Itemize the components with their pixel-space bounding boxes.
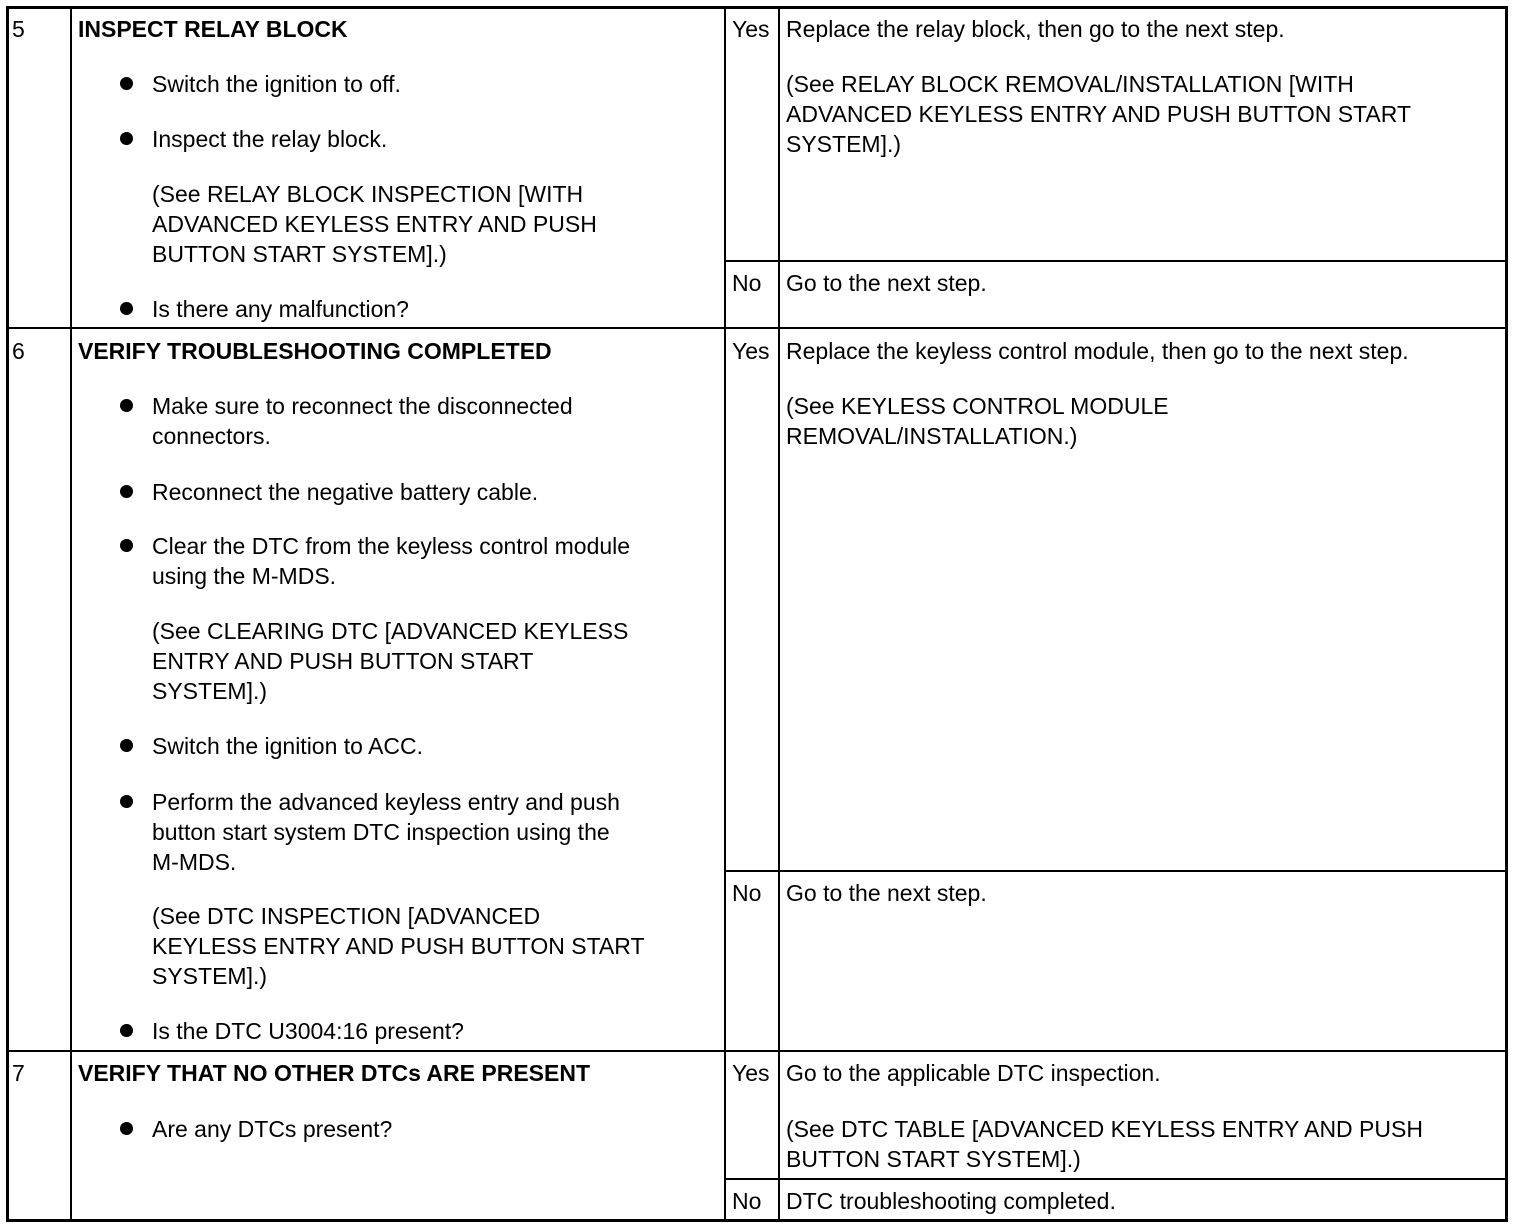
step-bullet: connectors.: [152, 423, 271, 449]
reference-note: (See RELAY BLOCK INSPECTION [WITH: [152, 181, 584, 207]
step-bullet: Switch the ignition to off.: [152, 71, 401, 97]
yes-reference-note: REMOVAL/INSTALLATION.): [786, 423, 1078, 449]
step-bullet: Make sure to reconnect the disconnected: [152, 393, 573, 419]
yes-label: Yes: [732, 338, 770, 364]
column-divider-result: [778, 6, 780, 1222]
step-bullet: Clear the DTC from the keyless control module: [152, 533, 631, 559]
yes-no-divider-7: [724, 1178, 1508, 1180]
step-bullet: Is the DTC U3004:16 present?: [152, 1018, 464, 1044]
row-divider-5-6: [6, 327, 1508, 329]
step-bullet: Reconnect the negative battery cable.: [152, 479, 539, 505]
no-action: DTC troubleshooting completed.: [786, 1188, 1116, 1214]
no-action: Go to the next step.: [786, 270, 987, 296]
step-bullet: Perform the advanced keyless entry and push: [152, 789, 620, 815]
reference-note: BUTTON START SYSTEM].): [152, 241, 447, 267]
yes-action: Go to the applicable DTC inspection.: [786, 1060, 1161, 1086]
step-bullet: button start system DTC inspection using the: [152, 819, 610, 845]
bullet-icon: [120, 77, 133, 90]
step-bullet: Inspect the relay block.: [152, 126, 388, 152]
yes-no-divider-6: [724, 870, 1508, 872]
yes-reference-note: (See DTC TABLE [ADVANCED KEYLESS ENTRY AND PUSH: [786, 1116, 1423, 1142]
bullet-icon: [120, 302, 133, 315]
step-title: VERIFY THAT NO OTHER DTCs ARE PRESENT: [78, 1060, 591, 1086]
yes-label: Yes: [732, 1060, 770, 1086]
bullet-icon: [120, 1024, 133, 1037]
no-label: No: [732, 880, 762, 906]
reference-note: KEYLESS ENTRY AND PUSH BUTTON START: [152, 933, 645, 959]
yes-reference-note: ADVANCED KEYLESS ENTRY AND PUSH BUTTON START: [786, 101, 1411, 127]
yes-label: Yes: [732, 16, 770, 42]
bullet-icon: [120, 399, 133, 412]
yes-no-divider-5: [724, 260, 1508, 262]
step-number: 7: [12, 1060, 25, 1086]
bullet-icon: [120, 485, 133, 498]
bullet-icon: [120, 795, 133, 808]
yes-reference-note: BUTTON START SYSTEM].): [786, 1146, 1081, 1172]
yes-reference-note: (See RELAY BLOCK REMOVAL/INSTALLATION [WITH: [786, 71, 1354, 97]
step-title: VERIFY TROUBLESHOOTING COMPLETED: [78, 338, 552, 364]
step-number: 5: [12, 16, 25, 42]
reference-note: (See CLEARING DTC [ADVANCED KEYLESS: [152, 618, 629, 644]
bullet-icon: [120, 1122, 133, 1135]
column-divider-procedure: [724, 6, 726, 1222]
reference-note: SYSTEM].): [152, 678, 268, 704]
bullet-icon: [120, 132, 133, 145]
row-divider-6-7: [6, 1050, 1508, 1052]
bullet-icon: [120, 539, 133, 552]
reference-note: (See DTC INSPECTION [ADVANCED: [152, 903, 541, 929]
step-bullet: using the M-MDS.: [152, 563, 337, 589]
no-label: No: [732, 270, 762, 296]
column-divider-step: [70, 6, 72, 1222]
yes-action: Replace the relay block, then go to the next step.: [786, 16, 1285, 42]
step-bullet: Is there any malfunction?: [152, 296, 409, 322]
reference-note: SYSTEM].): [152, 963, 268, 989]
step-bullet: M-MDS.: [152, 849, 237, 875]
yes-reference-note: SYSTEM].): [786, 131, 902, 157]
step-bullet: Switch the ignition to ACC.: [152, 733, 424, 759]
no-label: No: [732, 1188, 762, 1214]
step-number: 6: [12, 338, 25, 364]
step-bullet: Are any DTCs present?: [152, 1116, 393, 1142]
bullet-icon: [120, 739, 133, 752]
yes-action: Replace the keyless control module, then go to the next step.: [786, 338, 1409, 364]
step-title: INSPECT RELAY BLOCK: [78, 16, 348, 42]
reference-note: ADVANCED KEYLESS ENTRY AND PUSH: [152, 211, 597, 237]
yes-reference-note: (See KEYLESS CONTROL MODULE: [786, 393, 1169, 419]
reference-note: ENTRY AND PUSH BUTTON START: [152, 648, 534, 674]
no-action: Go to the next step.: [786, 880, 987, 906]
